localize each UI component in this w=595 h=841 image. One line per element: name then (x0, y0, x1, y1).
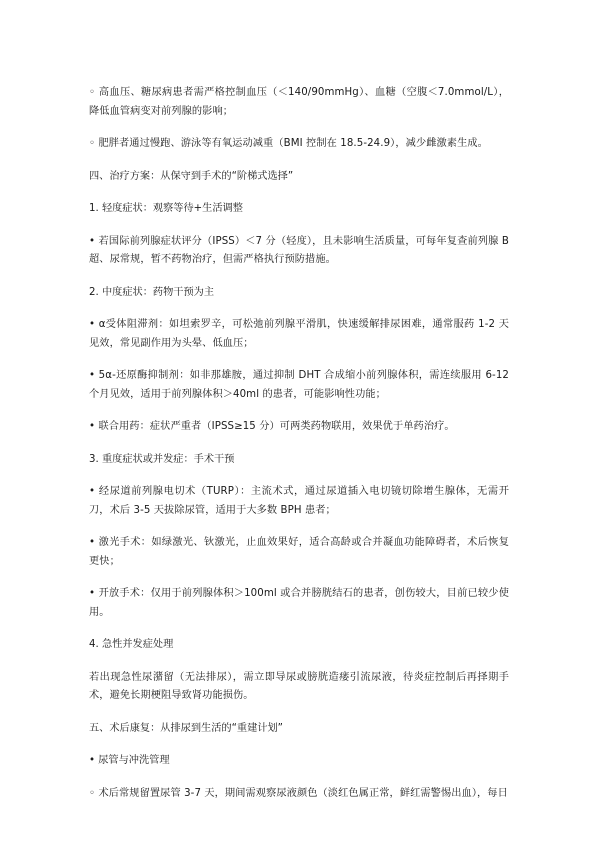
subheading-acute-complications: 4. 急性并发症处理 (89, 639, 174, 650)
subheading-severe-symptoms: 3. 重度症状或并发症：手术干预 (89, 453, 235, 465)
bullet-catheter-duration: ◦ 术后常规留置尿管 3-7 天，期间需观察尿液颜色（淡红色属正常，鲜红需警惕出血），每日 (89, 787, 508, 799)
bullet-weight-loss: ◦ 肥胖者通过慢跑、游泳等有氧运动减重（BMI 控制在 18.5-24.9），减少雌激素生成。 (89, 138, 488, 149)
bullet-laser-surgery: • 激光手术：如绿激光、钬激光，止血效果好，适合高龄或合并凝血功能障碍者，术后恢复更快； (89, 537, 509, 567)
section-heading-treatment: 四、治疗方案：从保守到手术的“阶梯式选择” (89, 170, 294, 182)
bullet-open-surgery: • 开放手术：仅用于前列腺体积＞100ml 或合并膀胱结石的患者，创伤较大，目前已较少使用。 (89, 588, 509, 618)
bullet-alpha-blocker: • α受体阻滞剂：如坦索罗辛，可松弛前列腺平滑肌，快速缓解排尿困难，通常服药 1-2 天见效，常见副作用为头晕、低血压； (89, 319, 509, 349)
section-heading-rehabilitation: 五、术后康复：从排尿到生活的“重建计划” (89, 722, 283, 734)
bullet-combination-therapy: • 联合用药：症状严重者（IPSS≥15 分）可两类药物联用，效果优于单药治疗。 (89, 421, 455, 432)
bullet-5ari: • 5α-还原酶抑制剂：如非那雄胺，通过抑制 DHT 合成缩小前列腺体积，需连续服用 6-12 个月见效，适用于前列腺体积＞40ml 的患者，可能影响性功能； (89, 370, 509, 400)
bullet-ipss-mild: • 若国际前列腺症状评分（IPSS）＜7 分（轻度），且未影响生活质量，可每年复查前列腺 B 超、尿常规，暂不药物治疗，但需严格执行预防措施。 (89, 235, 509, 265)
bullet-blood-pressure-control: ◦ 高血压、糖尿病患者需严格控制血压（＜140/90mmHg）、血糖（空腹＜7.0mmol/L），降低血管病变对前列腺的影响； (89, 87, 509, 117)
subheading-moderate-symptoms: 2. 中度症状：药物干预为主 (89, 286, 215, 298)
subheading-mild-symptoms: 1. 轻度症状：观察等待+生活调整 (89, 203, 243, 214)
paragraph-urinary-retention: 若出现急性尿潴留（无法排尿），需立即导尿或膀胱造瘘引流尿液，待炎症控制后再择期手术，避免长期梗阻导致肾功能损伤。 (89, 671, 509, 701)
document-body (89, 84, 509, 817)
bullet-turp: • 经尿道前列腺电切术（TURP）：主流术式，通过尿道插入电切镜切除增生腺体，无需开刀，术后 3-5 天拔除尿管，适用于大多数 BPH 患者； (89, 486, 509, 516)
bullet-catheter-management: • 尿管与冲洗管理 (89, 755, 170, 766)
